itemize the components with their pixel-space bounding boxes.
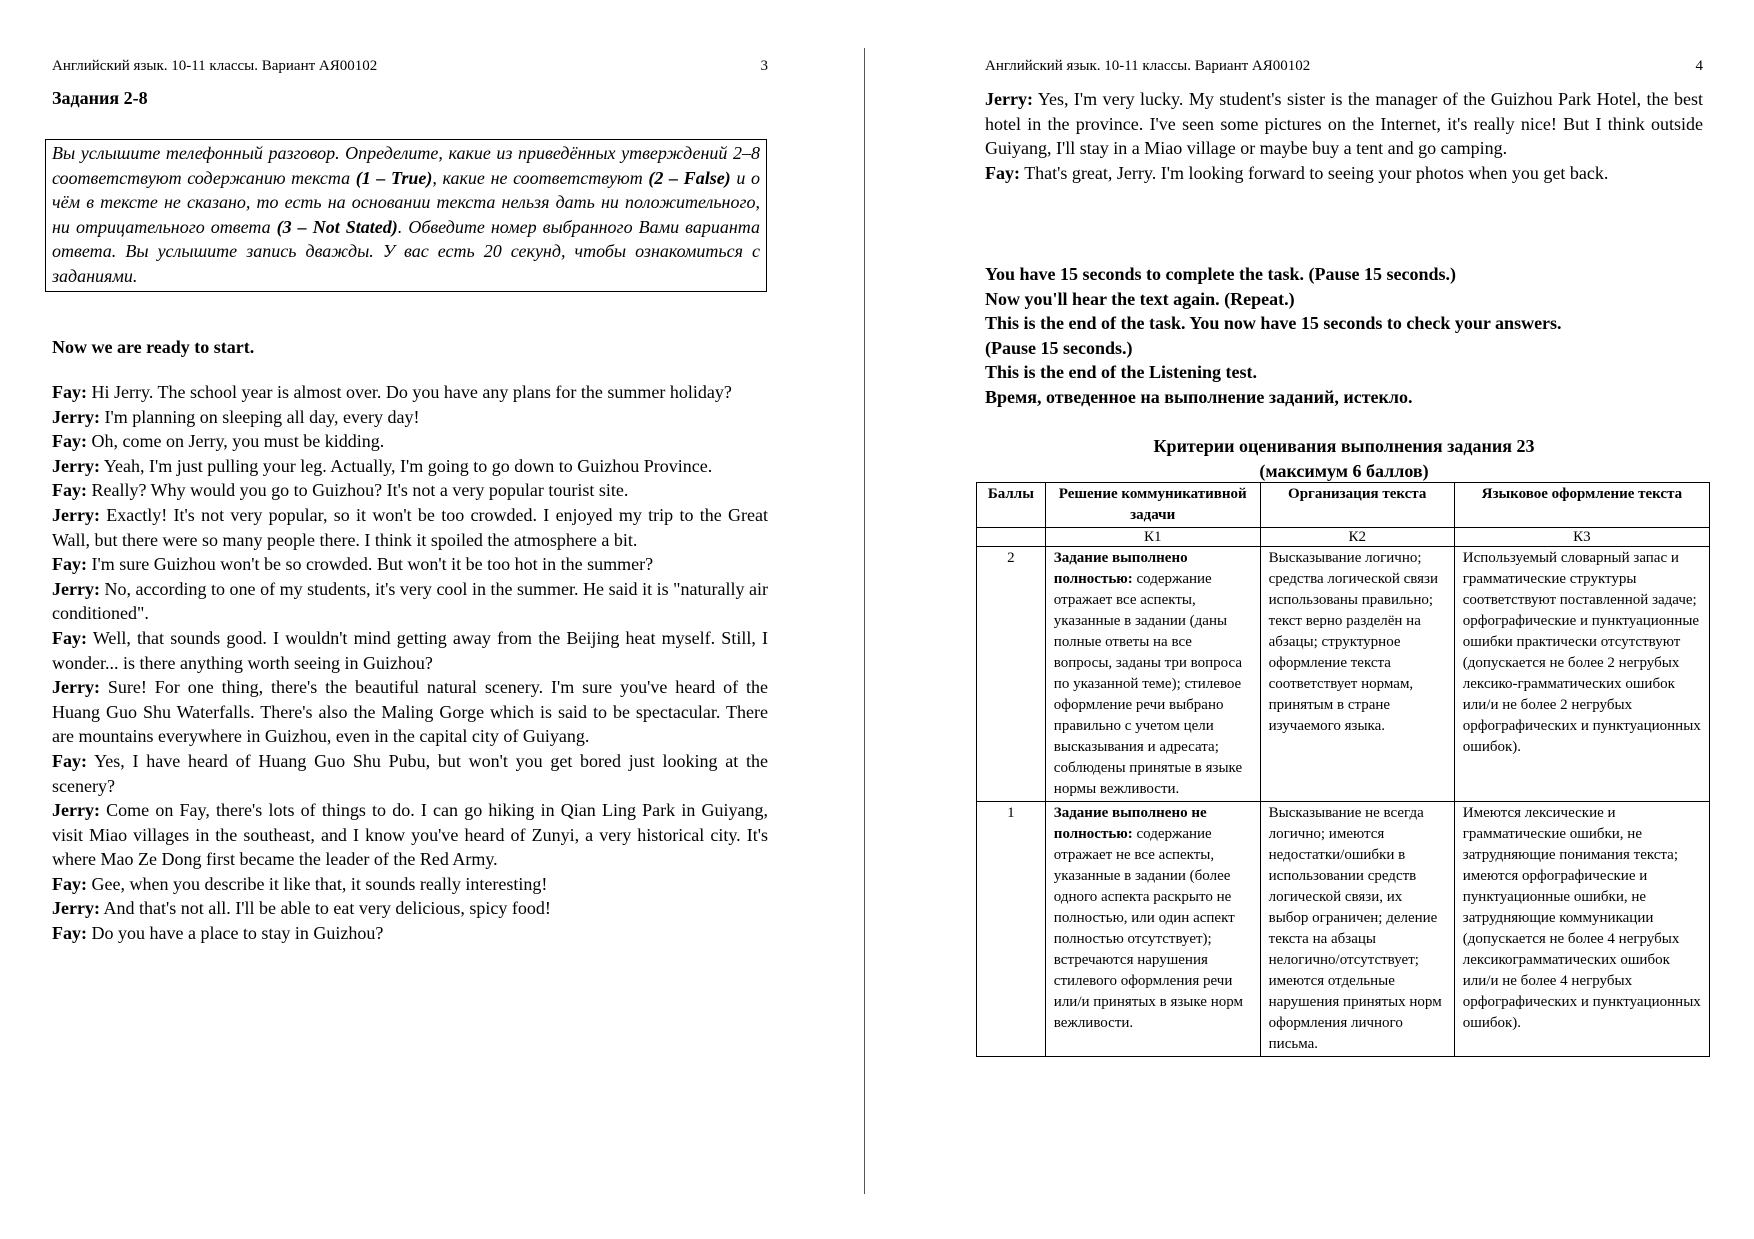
closing-line: You have 15 seconds to complete the task. (Pause 15 seconds.) <box>985 264 1456 284</box>
page-divider <box>864 48 865 1194</box>
dialogue-continued <box>985 87 1703 185</box>
speaker-name: Jerry: <box>52 504 100 525</box>
instruction-text: , какие не соответствуют <box>432 167 649 188</box>
speaker-name: Fay: <box>52 382 87 402</box>
k3-cell: Имеются лексические и грамматические ошибки, не затрудняющие понимания текста; имеются орфографические и пунктуационные ошибки, не затрудняющие коммуникации (допускается не более 4 негрубых лексикограмматических ошибок или/и не более 4 негрубых орфографических и пунктуационных ошибок). <box>1454 802 1709 1057</box>
speaker-name: Jerry: <box>52 578 100 599</box>
dialogue-line <box>52 429 768 454</box>
speaker-name: Fay: <box>52 480 87 501</box>
k1-verdict: Задание выполнено не полностью: <box>1053 805 1207 842</box>
criteria-table <box>976 482 1710 1057</box>
dialogue-line <box>52 626 768 675</box>
dialogue-line <box>52 577 768 626</box>
dialogue-line <box>52 749 768 798</box>
dialogue-line <box>52 380 768 405</box>
k1-verdict: Задание выполнено полностью: <box>1053 550 1188 587</box>
dialogue-line <box>52 921 768 946</box>
speaker-name: Jerry: <box>52 455 100 476</box>
utterance: Well, that sounds good. I wouldn't mind getting away from the Beijing heat myself. Still, I wonder... is there anything worth seeing in Guizhou? <box>52 627 768 673</box>
utterance: Come on Fay, there's lots of things to do. I can go hiking in Qian Ling Park in Guiyang, visit Miao villages in the southeast, and I know you've heard of Zunyi, a very historical city. It's where Mao Ze Dong first became the leader of the Red Army. <box>52 800 768 870</box>
instruction-not-stated: (3 – Not Stated) <box>276 216 398 237</box>
dialogue-line <box>52 503 768 552</box>
score-cell: 2 <box>977 547 1046 802</box>
right-page <box>985 0 1703 1239</box>
utterance: Exactly! It's not very popular, so it won't be too crowded. I enjoyed my trip to the Great Wall, but there were so many people there. I think it spoiled the atmosphere a bit. <box>52 504 769 550</box>
dialogue-line <box>52 552 768 577</box>
instruction-text: и о чём в тексте не сказано, то есть на основании текста нельзя дать ни положительного, ни отрицательного ответа <box>52 167 760 237</box>
instruction-text: Вы услышите телефонный разговор. Определите, какие из приведённых утверждений 2–8 соответствуют содержанию текста <box>52 143 760 188</box>
utterance: I'm planning on sleeping all day, every day! <box>104 406 420 427</box>
page-header <box>985 58 1703 75</box>
code-cell: К2 <box>1260 528 1454 547</box>
dialogue-line <box>52 478 768 503</box>
criteria-title <box>985 434 1703 483</box>
speaker-name: Fay: <box>52 750 87 771</box>
code-cell: К1 <box>1045 528 1260 547</box>
speaker-name: Fay: <box>52 923 87 944</box>
instruction-box <box>45 139 767 292</box>
speaker-name: Jerry: <box>52 406 100 427</box>
dialogue-line <box>52 675 768 749</box>
header-cell: Баллы <box>977 483 1046 528</box>
utterance: That's great, Jerry. I'm looking forward to seeing your photos when you get back. <box>1024 162 1609 183</box>
dialogue-line <box>985 87 1703 161</box>
utterance: Yeah, I'm just pulling your leg. Actually, I'm going to go down to Guizhou Province. <box>103 455 713 476</box>
utterance: Sure! For one thing, there's the beautiful natural scenery. I'm sure you've heard of the Huang Guo Shu Waterfalls. There's also the Maling Gorge which is said to be spectacular. There are mountains everywhere in Guizhou, even in the capital city of Guiyang. <box>52 677 768 747</box>
closing-instructions <box>985 262 1562 410</box>
speaker-name: Jerry: <box>52 800 100 821</box>
dialogue-line <box>52 454 768 479</box>
header-cell: Языковое оформление текста <box>1454 483 1709 528</box>
header-text: Английский язык. 10-11 классы. Вариант АЯ00102 <box>52 58 378 74</box>
speaker-name: Fay: <box>985 162 1020 183</box>
closing-line: This is the end of the Listening test. <box>985 362 1258 383</box>
instruction-false: (2 – False) <box>648 167 731 188</box>
utterance: Yes, I have heard of Huang Guo Shu Pubu, but won't you get bored just looking at the scenery? <box>52 750 768 796</box>
k1-cell <box>1045 547 1260 802</box>
speaker-name: Fay: <box>52 431 87 452</box>
instruction-text: . Обведите номер выбранного Вами варианта ответа. Вы услышите запись дважды. У вас есть 20 секунд, чтобы ознакомиться с заданиями. <box>52 216 760 286</box>
k2-cell: Высказывание логично; средства логической связи использованы правильно; текст верно разделён на абзацы; структурное оформление текста соответствует нормам, принятым в стране изучаемого языка. <box>1260 547 1454 802</box>
code-cell: К3 <box>1454 528 1709 547</box>
instruction-true: (1 – True) <box>355 167 433 188</box>
utterance: And that's not all. I'll be able to eat very delicious, spicy food! <box>103 898 551 919</box>
closing-line: (Pause 15 seconds.) <box>985 337 1133 358</box>
utterance: Hi Jerry. The school year is almost over. Do you have any plans for the summer holiday? <box>91 382 732 402</box>
table-code-row <box>977 528 1710 547</box>
dialogue-line <box>52 798 768 872</box>
code-cell <box>977 528 1046 547</box>
header-cell: Организация текста <box>1260 483 1454 528</box>
k1-text: содержание отражает все аспекты, указанные в задании (даны полные ответы на все вопросы, заданы три вопроса по указанной теме); стилевое оформление речи выбрано правильно с учетом цели высказывания и адресата; соблюдены принятые в языке нормы вежливости. <box>1053 571 1243 797</box>
utterance: Yes, I'm very lucky. My student's sister is the manager of the Guizhou Park Hotel, the best hotel in the province. I've seen some pictures on the Internet, it's really nice! But I think outside Guiyang, I'll stay in a Miao village or maybe buy a tent and go camping. <box>985 89 1703 159</box>
header-text: Английский язык. 10-11 классы. Вариант АЯ00102 <box>985 58 1311 74</box>
page-number: 3 <box>760 58 768 74</box>
utterance: I'm sure Guizhou won't be so crowded. But won't it be too hot in the summer? <box>91 554 654 575</box>
utterance: No, according to one of my students, it's very cool in the summer. He said it is "naturally air conditioned". <box>52 578 768 624</box>
k1-cell <box>1045 802 1260 1057</box>
utterance: Really? Why would you go to Guizhou? It's not a very popular tourist site. <box>91 480 629 501</box>
speaker-name: Fay: <box>52 873 87 894</box>
section-title: Задания 2-8 <box>52 88 148 108</box>
left-page <box>52 0 768 1239</box>
closing-line: Время, отведенное на выполнение заданий, истекло. <box>985 386 1413 407</box>
score-cell: 1 <box>977 802 1046 1057</box>
k2-cell: Высказывание не всегда логично; имеются недостатки/ошибки в использовании средств логической связи, их выбор ограничен; деление текста на абзацы нелогично/отсутствует; имеются отдельные нарушения принятых норм оформления личного письма. <box>1260 802 1454 1057</box>
table-row <box>977 802 1710 1057</box>
closing-line: Now you'll hear the text again. (Repeat.) <box>985 288 1295 309</box>
speaker-name: Fay: <box>52 554 87 575</box>
utterance: Oh, come on Jerry, you must be kidding. <box>91 431 385 452</box>
speaker-name: Jerry: <box>985 89 1033 109</box>
dialogue-line <box>52 405 768 430</box>
table-header-row <box>977 483 1710 528</box>
speaker-name: Jerry: <box>52 898 100 919</box>
criteria-subtitle: (максимум 6 баллов) <box>1259 460 1429 481</box>
table-row <box>977 547 1710 802</box>
k1-text: содержание отражает не все аспекты, указанные в задании (более одного аспекта раскрыто не полностью, или один аспект полностью отсутствует); встречаются нарушения стилевого оформления речи или/и принятых в языке норм вежливости. <box>1053 826 1243 1031</box>
dialogue <box>52 380 768 946</box>
speaker-name: Jerry: <box>52 677 100 698</box>
k3-cell: Используемый словарный запас и грамматические структуры соответствуют поставленной задаче; орфографические и пунктуационные ошибки практически отсутствуют (допускается не более 2 негрубых лексико-грамматических ошибок или/и не более 2 негрубых орфографических и пунктуационных ошибок). <box>1454 547 1709 802</box>
ready-line: Now we are ready to start. <box>52 337 255 357</box>
speaker-name: Fay: <box>52 627 87 648</box>
header-cell: Решение коммуникативной задачи <box>1045 483 1260 528</box>
page-number: 4 <box>1695 58 1703 74</box>
dialogue-line <box>52 872 768 897</box>
dialogue-line <box>52 896 768 921</box>
page-header <box>52 58 768 75</box>
criteria-title-line: Критерии оценивания выполнения задания 23 <box>1153 436 1535 456</box>
dialogue-line <box>985 161 1703 186</box>
closing-line: This is the end of the task. You now have 15 seconds to check your answers. <box>985 313 1562 334</box>
utterance: Do you have a place to stay in Guizhou? <box>91 923 384 944</box>
utterance: Gee, when you describe it like that, it sounds really interesting! <box>91 873 548 894</box>
